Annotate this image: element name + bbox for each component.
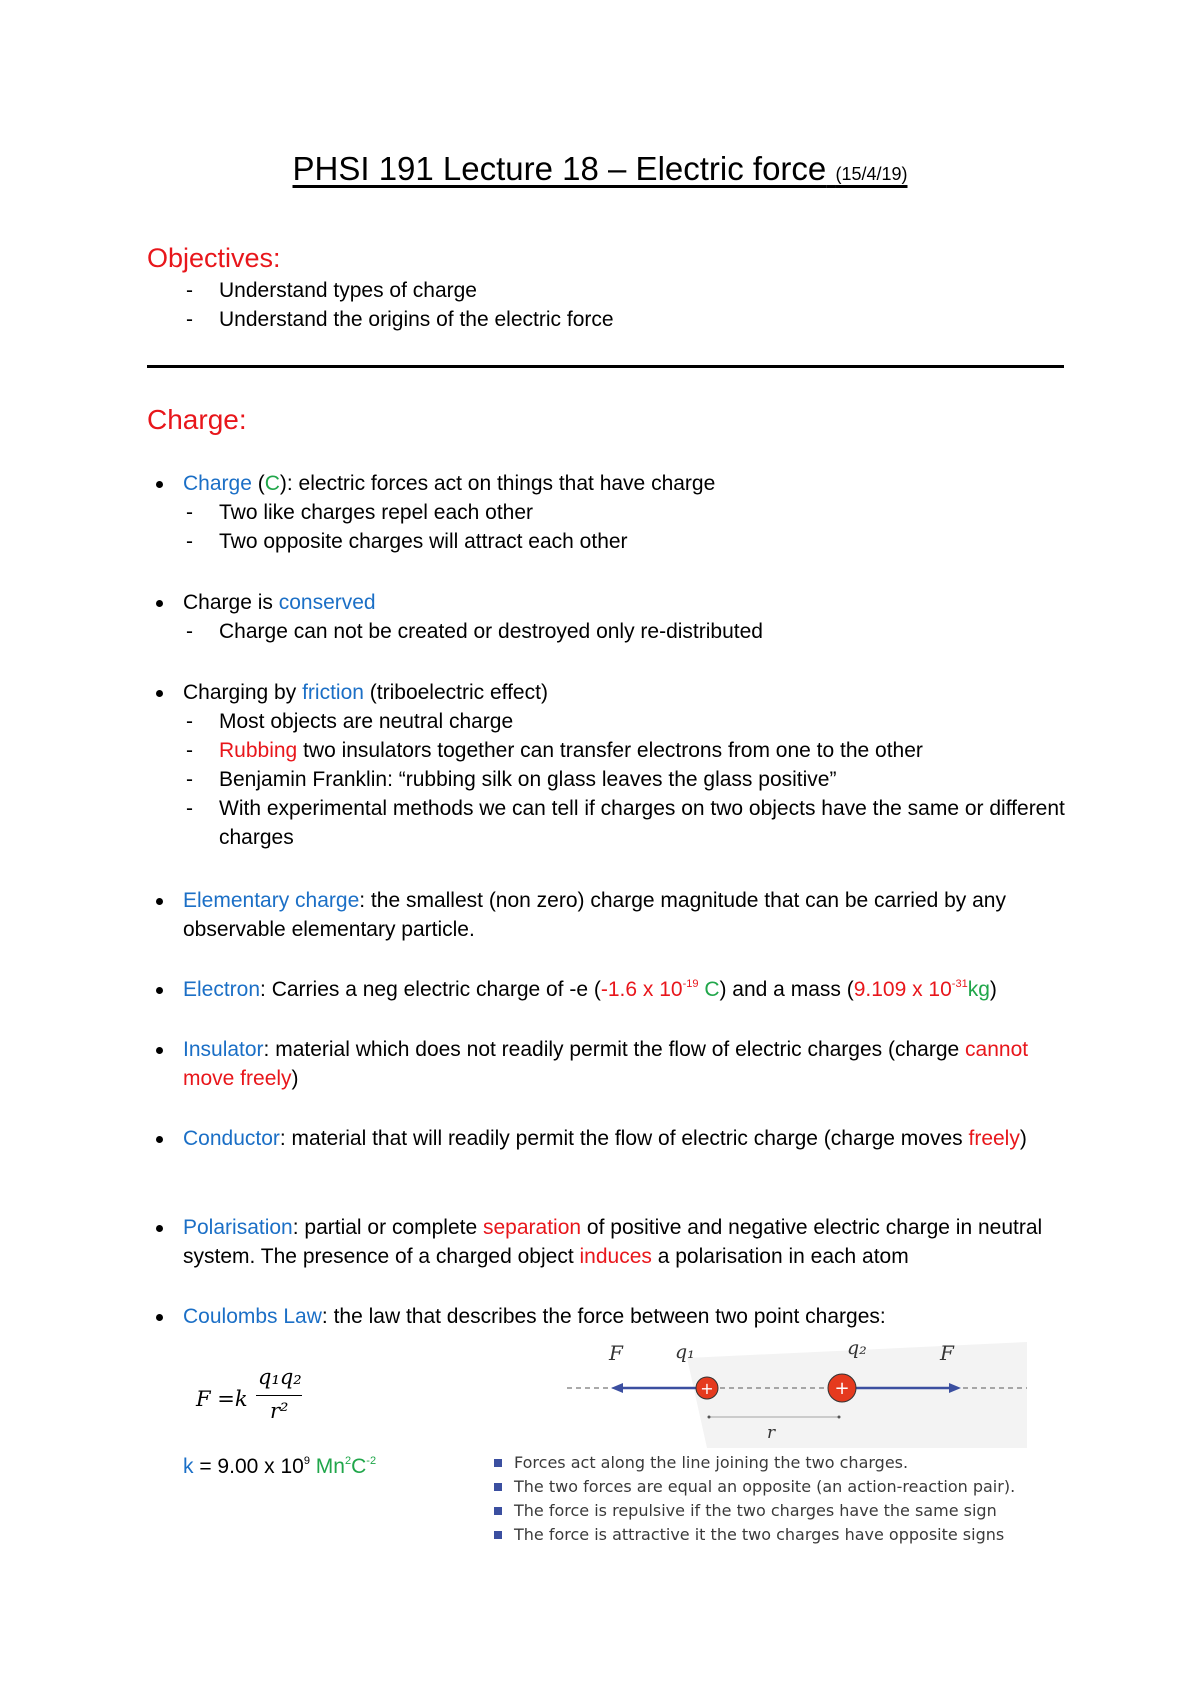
bullet-insulator: [147, 1035, 1067, 1093]
label-q1: q₁: [675, 1341, 695, 1363]
coulomb-notes-list: [492, 1451, 1015, 1547]
formula-numerator: q₁q₂: [258, 1365, 302, 1389]
sub-item: - Benjamin Franklin: “rubbing silk on glass leaves the glass positive”: [183, 765, 1067, 794]
bullet-text: Electron: Carries a neg electric charge of -e (-1.6 x $10^{-19}$ C) and a mass (9.109 x $10^{-31}kg$): [183, 978, 997, 1001]
note-item: The two forces are equal an opposite (an action-reaction pair).: [492, 1475, 1015, 1499]
bullet-polarisation: [147, 1213, 1067, 1271]
sub-item: - Charge can not be created or destroyed only re-distributed: [183, 617, 1067, 646]
sub-list: [183, 707, 1067, 852]
bullet-text: Charge (C): electric forces act on things that have charge: [183, 472, 716, 495]
bullet-dot: [156, 1136, 163, 1143]
label-r: r: [767, 1423, 776, 1443]
sub-item: - With experimental methods we can tell if charges on two objects have the same or different charges: [183, 794, 1067, 852]
title-text: PHSI 191 Lecture 18 – Electric force: [292, 150, 827, 187]
bullet-text: Charging by friction (triboelectric effect): [183, 681, 548, 704]
charge-q2-sign: +: [834, 1378, 850, 1399]
sub-item: - Rubbing two insulators together can transfer electrons from one to the other: [183, 736, 1067, 765]
bullet-electron: [147, 975, 1067, 1004]
bullet-text: Conductor: material that will readily permit the flow of electric charge (charge moves freely): [183, 1127, 1027, 1150]
note-item: The force is repulsive if the two charges have the same sign: [492, 1499, 1015, 1523]
bullet-dot: [156, 898, 163, 905]
formula-lhs: F =k: [196, 1387, 248, 1411]
formula-denominator: r²: [270, 1399, 289, 1423]
note-item: The force is attractive it the two charges have opposite signs: [492, 1523, 1015, 1547]
bullet-text: Polarisation: partial or complete separation of positive and negative electric charge in neutral system. The presence of a charged object induces a polarisation in each atom: [183, 1216, 1043, 1268]
objectives-list: [183, 276, 1053, 334]
bullet-dot: [156, 481, 163, 488]
objective-item: - Understand the origins of the electric force: [183, 305, 1053, 334]
bullet-text: Insulator: material which does not readily permit the flow of electric charges (charge cannot move freely): [183, 1038, 1029, 1090]
objectives-heading: Objectives:: [147, 243, 281, 273]
sub-item: - Two opposite charges will attract each other: [183, 527, 1067, 556]
distance-tick: [708, 1416, 711, 1419]
section-divider: [147, 365, 1064, 368]
bullet-friction: [147, 678, 1067, 852]
bullet-conductor: [147, 1124, 1067, 1153]
arrow-left-icon: [611, 1383, 623, 1393]
title-date: (15/4/19): [835, 164, 908, 184]
bullet-dot: [156, 1314, 163, 1321]
bullet-dot: [156, 600, 163, 607]
coulomb-diagram: [567, 1338, 1027, 1448]
bullet-elementary-charge: [147, 886, 1067, 944]
bullet-conserved: [147, 588, 1067, 646]
bullet-dot: [156, 690, 163, 697]
bullet-dot: [156, 1047, 163, 1054]
sub-list: [183, 498, 1067, 556]
distance-tick: [838, 1416, 841, 1419]
page-title: [0, 150, 1200, 188]
bullet-charge: [147, 469, 1067, 556]
note-item: Forces act along the line joining the two charges.: [492, 1451, 1015, 1475]
label-q2: q₂: [847, 1338, 867, 1359]
bullet-coulombs-law: [147, 1302, 1067, 1331]
label-f-right: F: [940, 1341, 954, 1365]
fraction-bar: [256, 1395, 302, 1396]
charge-q1-sign: +: [700, 1379, 714, 1398]
sub-item: - Most objects are neutral charge: [183, 707, 1067, 736]
charge-heading: Charge:: [147, 404, 247, 435]
bullet-dot: [156, 987, 163, 994]
objective-item: - Understand types of charge: [183, 276, 1053, 305]
label-f-left: F: [609, 1341, 623, 1365]
bullet-dot: [156, 1225, 163, 1232]
bullet-text: Coulombs Law: the law that describes the force between two point charges:: [183, 1305, 886, 1328]
bullet-text: Elementary charge: the smallest (non zero) charge magnitude that can be carried by any observable elementary particle.: [183, 889, 1006, 941]
k-constant: k = 9.00 x $10^9$ $Mn^2C^{-2}$: [183, 1455, 377, 1478]
bullet-text: Charge is conserved: [183, 591, 376, 614]
sub-list: [183, 617, 1067, 646]
sub-item: - Two like charges repel each other: [183, 498, 1067, 527]
